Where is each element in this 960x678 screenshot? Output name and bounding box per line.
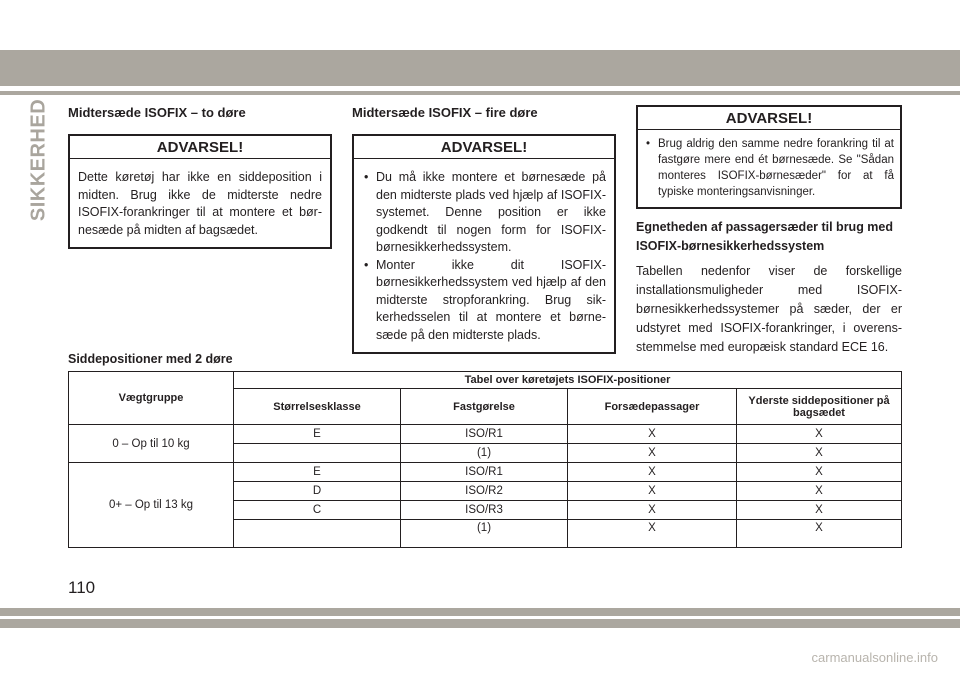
left-warning-box [68, 134, 332, 249]
table-cell: E [234, 425, 401, 444]
header-outer-rear: Yderste siddepositioner på bagsædet [737, 389, 902, 425]
table-cell: X [737, 444, 902, 463]
left-warning-text: Dette køretøj har ikke en siddeposition i midten. Brug ikke de midterste nedre ISOFIX-forankringer til at montere et bør-nesæde på midten af bagsædet. [78, 170, 322, 237]
right-paragraph: Tabellen nedenfor viser de forskellige installationsmuligheder med ISOFIX-børnesikkerhedssystemer på sæder, der er udstyret med ISOFIX-forankringer, i overens-stemmelse med europæisk standard ECE 16. [636, 264, 902, 354]
weight-group-cell: 0 – Op til 10 kg [69, 425, 234, 463]
table-cell: X [568, 463, 737, 482]
table-cell: X [737, 482, 902, 501]
table-cell: E [234, 463, 401, 482]
header-size-class: Størrelsesklasse [234, 389, 401, 425]
middle-heading: Midtersæde ISOFIX – fire døre [352, 105, 538, 120]
table-cell: X [568, 425, 737, 444]
right-warning-title: ADVARSEL! [638, 107, 900, 130]
table-cell: X [568, 444, 737, 463]
right-warning-box [636, 105, 902, 209]
table-cell: D [234, 482, 401, 501]
middle-warning-title: ADVARSEL! [354, 136, 614, 159]
list-item: • Monter ikke dit ISOFIX-børnesikkerhedssystem ved hjælp af den midterste stropforankring. Brug sik-kerhedsselen til at montere et børne-sæde på den midterste plads. [364, 257, 606, 342]
table-cell: X [568, 501, 737, 520]
middle-column [352, 105, 616, 354]
table-row [69, 425, 902, 444]
header-weight: Vægtgruppe [69, 372, 234, 425]
page-number: 110 [68, 578, 96, 597]
middle-warning-list [362, 169, 606, 344]
header-group: Tabel over køretøjets ISOFIX-positioner [234, 372, 902, 389]
table-cell: (1) [401, 444, 568, 463]
section-tab [26, 98, 52, 222]
section-tab-label: SIKKERHED [27, 98, 50, 222]
left-column [68, 105, 332, 249]
header-front-passenger: Forsædepassager [568, 389, 737, 425]
header-rule [0, 91, 960, 95]
right-warning-body [638, 130, 900, 207]
header-fastening: Fastgørelse [401, 389, 568, 425]
table-cell: ISO/R3 [401, 501, 568, 520]
table-cell [234, 520, 401, 548]
isofix-table [68, 371, 902, 548]
right-bullet: Brug aldrig den samme nedre forankring til at fastgøre mere end ét børnesæde. Se "Sådan monteres ISOFIX-børnesæder" for at få typiske monteringsanvisninger. [658, 138, 894, 198]
middle-warning-box [352, 134, 616, 354]
table-cell: C [234, 501, 401, 520]
table-caption: Siddepositioner med 2 døre [68, 352, 233, 366]
header-band [0, 50, 960, 86]
table-cell: X [568, 520, 737, 548]
list-item: • Du må ikke montere et børnesæde på den midterste plads ved hjælp af ISOFIX-systemet. Denne position er ikke godkendt til nogen form for ISOFIX-børnesikkerhedssystem. [364, 170, 606, 254]
middle-bullet-2: Monter ikke dit ISOFIX-børnesikkerhedssystem ved hjælp af den midterste stropforankring. Brug sik-kerhedsselen til at montere et børne-sæde på den midterste plads. [376, 257, 606, 342]
footer-band-lower [0, 619, 960, 628]
weight-group-cell: 0+ – Op til 13 kg [69, 463, 234, 548]
footer-band [0, 608, 960, 616]
right-column [636, 105, 902, 357]
table-header-row [69, 372, 902, 389]
table-cell: X [737, 463, 902, 482]
middle-bullet-1: Du må ikke montere et børnesæde på den midterste plads ved hjælp af ISOFIX-systemet. Denne position er ikke godkendt til nogen form for ISOFIX-børnesikkerhedssystem. [376, 170, 606, 254]
watermark: carmanualsonline.info [811, 650, 938, 665]
table-cell: (1) [401, 520, 568, 548]
table-cell: X [568, 482, 737, 501]
table-cell: X [737, 425, 902, 444]
left-heading: Midtersæde ISOFIX – to døre [68, 105, 246, 120]
table-cell: X [737, 520, 902, 548]
table-cell: X [737, 501, 902, 520]
middle-warning-body [354, 159, 614, 352]
list-item: • Brug aldrig den samme nedre forankring til at fastgøre mere end ét børnesæde. Se "Sådan monteres ISOFIX-børnesæder" for at få typiske monteringsanvisninger. [646, 138, 894, 198]
table-cell: ISO/R1 [401, 463, 568, 482]
table-row [69, 463, 902, 482]
table-cell: ISO/R2 [401, 482, 568, 501]
table-cell: ISO/R1 [401, 425, 568, 444]
left-warning-title: ADVARSEL! [70, 136, 330, 159]
table-cell [234, 444, 401, 463]
right-heading: Egnetheden af passagersæder til brug med ISOFIX-børnesikkerhedssystem [636, 220, 894, 253]
